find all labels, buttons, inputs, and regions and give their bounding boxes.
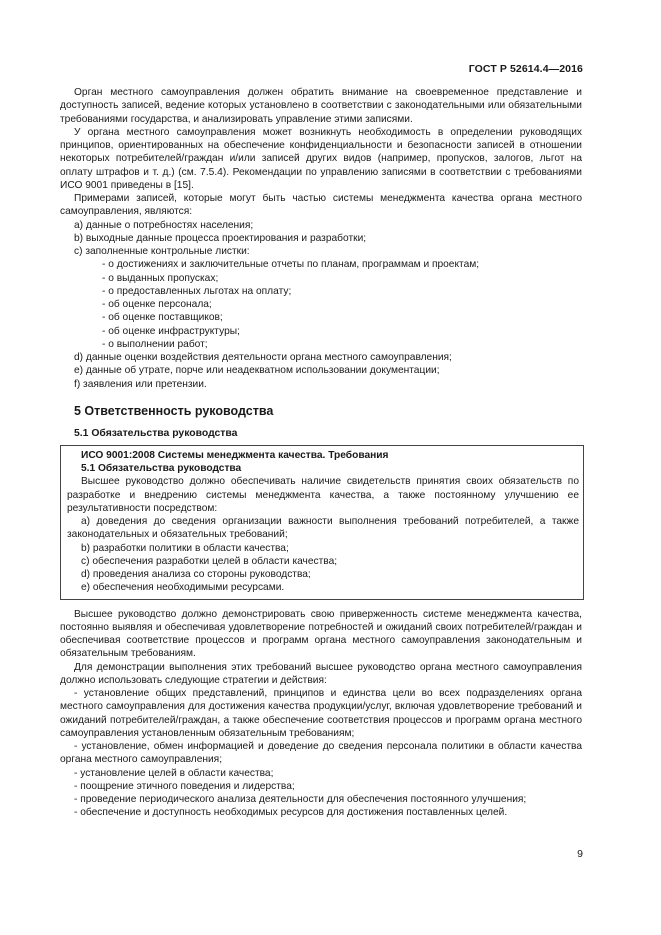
sub-list-item: - об оценке персонала;	[102, 299, 212, 310]
dash-list-item: - установление целей в области качества;	[74, 767, 274, 779]
sub-list-item: - об оценке поставщиков;	[102, 312, 223, 324]
dash-list-item: - поощрение этичного поведения и лидерства;	[74, 780, 295, 792]
list-item: a) данные о потребностях населения;	[74, 219, 254, 231]
list-item: d) данные оценки воздействия деятельности органа местного самоуправления;	[74, 352, 452, 363]
sub-list-item: - о выполнении работ;	[102, 338, 208, 350]
quote-subtitle: 5.1 Обязательства руководства	[81, 463, 242, 474]
quote-title: ИСО 9001:2008 Системы менеджмента качества. Требования	[81, 449, 389, 461]
paragraph: Орган местного самоуправления должен обратить внимание на своевременное представление и доступность записей, ведение которых установлено в соответствии с законодательными или обязательными требованиями государства, и анализировать управление этими записями.	[60, 87, 582, 125]
list-item: e) данные об утрате, порче или неадекватном использовании документации;	[74, 365, 440, 377]
document-code: ГОСТ Р 52614.4—2016	[468, 63, 583, 75]
paragraph: У органа местного самоуправления может возникнуть необходимость в определении руководящих принципов, ориентированных на обеспечение конфиденциальности и безопасности записей в отношении некоторых потребителей/граждан и/или записей других видов (например, пропусков, залогов, льгот на оплату штрафов и т. д.) (см. 7.5.4). Рекомендации по управлению записями в соответствии с требованиями ИСО 9001 приведены в [15].	[60, 126, 582, 191]
list-item: f) заявления или претензии.	[74, 378, 207, 390]
quote-paragraph: Высшее руководство должно обеспечивать наличие свидетельств принятия своих обязательств по разработке и внедрению системы менеджмента качества, а также постоянному улучшению ее результативности посредством:	[67, 476, 579, 514]
sub-list-item: - о предоставленных льготах на оплату;	[102, 285, 292, 297]
list-item: c) заполненные контрольные листки:	[74, 246, 250, 257]
quote-list-item: a) доведения до сведения организации важности выполнения требований потребителей, а также законодательных и обязательных требований;	[67, 516, 579, 541]
quote-list-item: b) разработки политики в области качества;	[81, 542, 289, 554]
dash-list-item: - установление общих представлений, принципов и единства цели во всех подразделениях органа местного самоуправления для достижения качества продукции/услуг, включая удовлетворение требований и ожиданий потребителей/граждан, а также обеспечение соответствия процессов и программ органа местного самоуправления установленным обязательным требованиям;	[60, 688, 582, 739]
quote-list-item: c) обеспечения разработки целей в области качества;	[81, 555, 338, 567]
dash-list-item: - установление, обмен информацией и доведение до сведения персонала политики в области качества органа местного самоуправления;	[60, 741, 582, 766]
paragraph: Примерами записей, которые могут быть частью системы менеджмента качества органа местного самоуправления, являются:	[60, 193, 582, 218]
paragraph: Высшее руководство должно демонстрировать свою приверженность системе менеджмента качества, постоянно выявляя и обеспечивая удовлетворение потребностей и ожиданий своих потребителей/граждан и обеспечивая соответствие процессов и программ органа местного самоуправления законодательным и обязательным требованиям.	[60, 608, 582, 660]
subsection-heading: 5.1 Обязательства руководства	[74, 427, 238, 439]
page-content	[60, 86, 582, 820]
dash-list-item: - проведение периодического анализа деятельности для обеспечения постоянного улучшения;	[74, 794, 527, 805]
sub-list-item: - о достижениях и заключительные отчеты по планам, программам и проектам;	[102, 259, 480, 271]
standard-quote-box	[60, 445, 584, 600]
section-heading: 5 Ответственность руководства	[74, 403, 274, 418]
sub-list-item: - о выданных пропусках;	[102, 272, 219, 284]
paragraph: Для демонстрации выполнения этих требований высшее руководство органа местного самоуправления должно использовать следующие стратегии и действия:	[60, 661, 582, 686]
quote-list-item: d) проведения анализа со стороны руководства;	[81, 569, 311, 580]
sub-list-item: - об оценке инфраструктуры;	[102, 325, 240, 337]
dash-list-item: - обеспечение и доступность необходимых ресурсов для достижения поставленных целей.	[74, 807, 508, 819]
quote-list-item: e) обеспечения необходимыми ресурсами.	[81, 582, 285, 594]
page-number: 9	[577, 848, 583, 860]
list-item: b) выходные данные процесса проектирования и разработки;	[74, 232, 367, 244]
